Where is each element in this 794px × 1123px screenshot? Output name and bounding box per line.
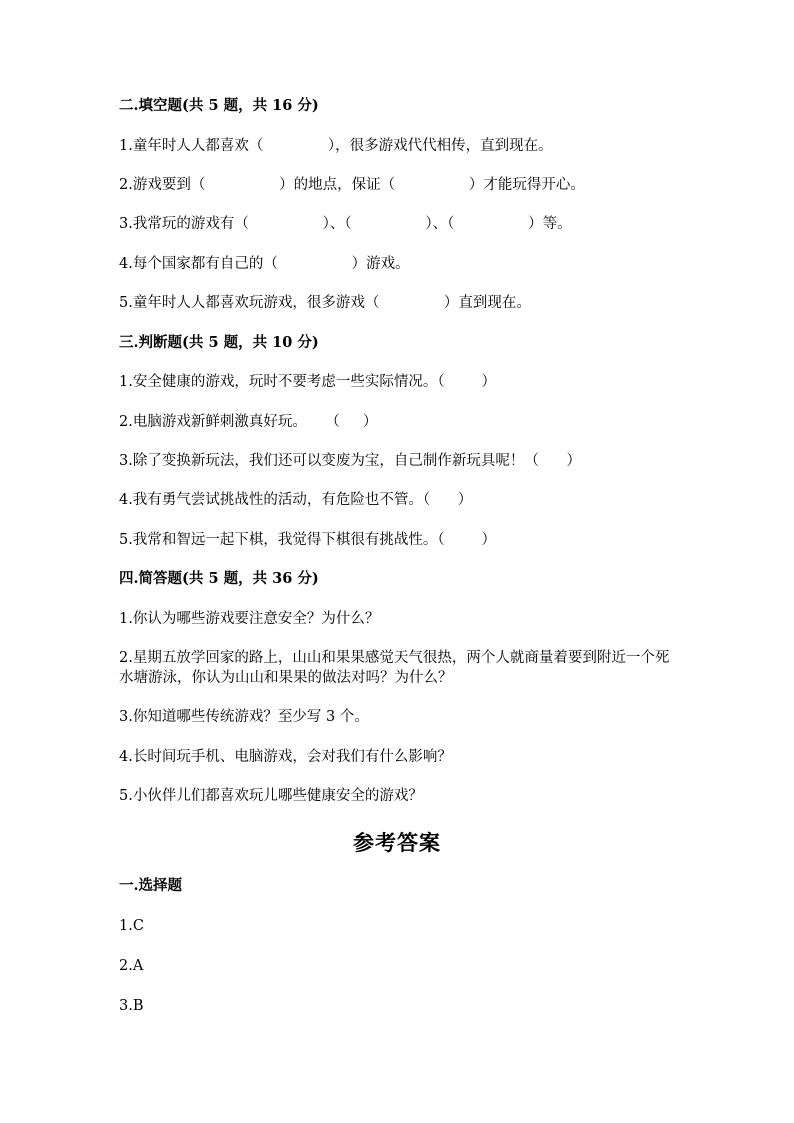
short-answer-heading: 四.简答题(共 5 题，共 36 分): [119, 570, 319, 587]
short-answer-question-1: 1.你认为哪些游戏要注意安全？为什么？: [119, 611, 380, 627]
fill-blank-heading: 二.填空题(共 5 题，共 16 分): [119, 97, 319, 114]
true-false-heading: 三.判断题(共 5 题，共 10 分): [119, 334, 319, 351]
answer-item-3: 3.B: [119, 998, 144, 1014]
answer-item-2: 2.A: [119, 958, 144, 974]
short-answer-question-2: 2.星期五放学回家的路上，山山和果果感觉天气很热，两个人就商量着要到附近一个死水塘游泳，你认为山山和果果的做法对吗？为什么？: [119, 650, 670, 686]
short-answer-question-3: 3.你知道哪些传统游戏？至少写 3 个。: [119, 709, 369, 725]
fill-blank-question-1: 1.童年时人人都喜欢（ ），很多游戏代代相传，直到现在。: [119, 138, 553, 154]
short-answer-question-4: 4.长时间玩手机、电脑游戏，会对我们有什么影响？: [119, 749, 452, 765]
answer-key-title: 参考答案: [353, 830, 441, 855]
true-false-question-4: 4.我有勇气尝试挑战性的活动，有危险也不管。（ ）: [119, 492, 473, 508]
true-false-question-2: 2.电脑游戏新鲜刺激真好玩。 （ ）: [119, 414, 378, 430]
answer-item-1: 1.C: [119, 918, 144, 934]
fill-blank-question-2: 2.游戏要到（ ）的地点，保证（ ）才能玩得开心。: [119, 177, 585, 193]
fill-blank-question-4: 4.每个国家都有自己的（ ）游戏。: [119, 256, 410, 272]
true-false-question-1: 1.安全健康的游戏，玩时不要考虑一些实际情况。（ ）: [119, 374, 496, 390]
answers-heading: 一.选择题: [119, 877, 183, 894]
true-false-question-3: 3.除了变换新玩法，我们还可以变废为宝，自己制作新玩具呢！（ ）: [119, 453, 581, 469]
fill-blank-question-5: 5.童年时人人都喜欢玩游戏，很多游戏（ ）直到现在。: [119, 295, 531, 311]
true-false-question-5: 5.我常和智远一起下棋，我觉得下棋很有挑战性。（ ）: [119, 532, 496, 548]
short-answer-question-5: 5.小伙伴儿们都喜欢玩儿哪些健康安全的游戏？: [119, 788, 423, 804]
fill-blank-question-3: 3.我常玩的游戏有（ ）、（ ）、（ ）等。: [119, 216, 572, 232]
